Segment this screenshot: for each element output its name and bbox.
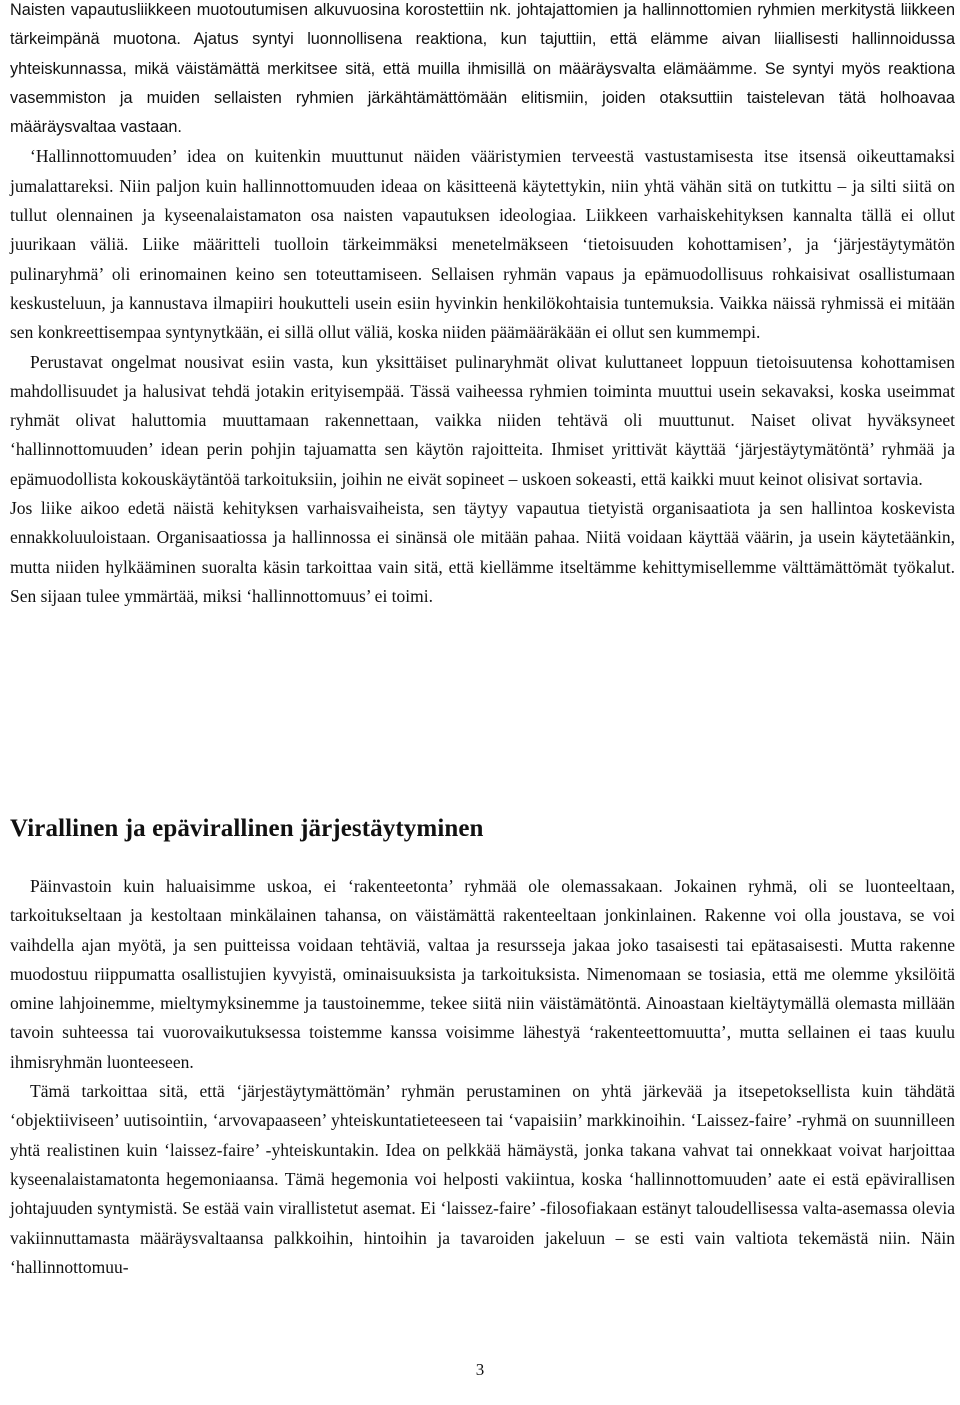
paragraph-3: Perustavat ongelmat nousivat esiin vasta, kun yksittäiset pulinaryhmät olivat kuluttaneet loppuun tietoisuutensa kohottamisen mahdollisuudet ja halusivat tehdä jotakin erityisempää. Tässä vaiheessa ryhmien toiminta muuttui usein sekavaksi, koska useimmat ryhmät olivat haluttomia muuttamaan rakennettaan, vaikka niiden tehtävä oli muuttunut. Naiset olivat hyväksyneet ‘hallinnottomuuden’ idean perin pohjin tajuamatta sen käytön rajoitteita. Ihmiset yrittivät käyttää ‘järjestäytymätöntä’ ryhmää ja epämuodollista kokouskäytäntöä tarkoituksiin, joihin ne eivät sopineet – uskoen sokeasti, että kaikki muut keinot olisivat sortavia. [10, 351, 955, 489]
paragraph-4: Jos liike aikoo edetä näistä kehityksen varhaisvaiheista, sen täytyy vapautua tietyistä organisaatiota ja sen hallintoa koskevista ennakkoluuloistaan. Organisaatiossa ja hallinnossa ei sinänsä ole mitään pahaa. Niitä voidaan käyttää väärin, ja usein käytetäänkin, mutta niiden hylkääminen suoralta käsin tarkoittaa vain sitä, että kiellämme itseltämme kehittymisellemme välttämättömät työkalut. Sen sijaan tulee ymmärtää, miksi ‘hallinnottomuus’ ei toimi. [10, 498, 955, 606]
page-number: 3 [475, 1360, 485, 1379]
paragraph-1: Naisten vapautusliikkeen muotoutumisen alkuvuosina korostettiin nk. johtajattomien ja hallinnottomien ryhmien merkitystä liikkeen tärkeimpänä muotona. Ajatus syntyi luonnollisena reaktiona, kun tajuttiin, että elämme aivan liiallisesti hallinnoidussa yhteiskunnassa, mikä väistämättä merkitsee sitä, että muilla ihmisillä on määräysvalta elämäämme. Se syntyi myös reaktiona vasemmiston ja muiden sellaisten ryhmien järkähtämättömään elitismiin, joiden otaksuttiin taistelevan tätä holhoavaa määräysvaltaa vastaan. [10, 1, 955, 137]
section-paragraph-2: Tämä tarkoittaa sitä, että ‘järjestäytymättömän’ ryhmän perustaminen on yhtä järkevää ja itsepetoksellista kuin tähdätä ‘objektiiviseen’ uutisointiin, ‘arvovapaaseen’ yhteiskuntatieteeseen tai ‘vapaisiin’ markkinoihin. ‘Laissez-faire’ -ryhmä on suunnilleen yhtä realistinen kuin ‘laissez-faire’ -yhteiskuntakin. Idea on pelkkää hämäystä, jonka takana vahvat tai onnekkaat voivat harjoittaa kyseenalaistamatonta hegemoniaansa. Tämä hegemonia voi helposti vakiintua, koska ‘hallinnottomuuden’ aate ei estä epävirallisen johtajuuden syntymistä. Se estää vain virallistetut asemat. Ei ‘laissez-faire’ -filosofiakaan estänyt taloudellisessa valta-asemassa olevia vakiinnuttamasta määräysvaltaansa palkkoihin, hintoihin ja tavaroiden jakeluun – se esti vain valtiota tekemästä niin. Näin ‘hallinnottomuu- [10, 1081, 955, 1277]
body-text-section [10, 872, 955, 1282]
section-paragraph-1: Päinvastoin kuin haluaisimme uskoa, ei ‘rakenteetonta’ ryhmää ole olemassakaan. Jokainen ryhmä, oli se luonteeltaan, tarkoitukseltaan ja kestoltaan minkälainen tahansa, on väistämättä rakenteeltaan jonkinlainen. Rakenne voi olla joustava, se voi vaihdella ajan myötä, ja sen puitteissa voidaan tehtäviä, valtaa ja resursseja jakaa joko tasaisesti tai epätasaisesti. Mutta rakenne muodostuu riippumatta osallistujien kyvyistä, ominaisuuksista ja tarkoituksista. Nimenomaan se tosiasia, että me olemme yksilöitä omine lahjoinemme, mieltymyksinemme ja taustoinemme, tekee siitä niin väistämätöntä. Ainoastaan kieltäytymällä olemasta millään tavoin suhteessa tai vuorovaikutuksessa toistemme kanssa voisimme lähestyä ‘rakenteettomuutta’, mutta sellainen ei taas kuulu ihmisryhmän luonteeseen. [10, 876, 955, 1072]
section-heading: Virallinen ja epävirallinen järjestäytyminen [10, 815, 484, 842]
paragraph-2: ‘Hallinnottomuuden’ idea on kuitenkin muuttunut näiden vääristymien terveestä vastustamisesta itse itsensä oikeuttamaksi jumalattareksi. Niin paljon kuin hallinnottomuuden ideaa on käsitteenä käytettykin, niin yhtä vähän sitä on tutkittu – ja silti siitä on tullut olennainen ja kyseenalaistamaton osa naisten vapautuksen ideologiaa. Liikkeen varhaiskehityksen kannalta tällä ei ollut juurikaan väliä. Liike määritteli tuolloin tärkeimmäksi menetelmäkseen ‘tietoisuuden kohottamisen’, ja ‘järjestäytymätön pulinaryhmä’ oli erinomainen keino sen toteuttamiseen. Sellaisen ryhmän vapaus ja epämuodollisuus rohkaisivat osallistumaan keskusteluun, ja kannustava ilmapiiri houkutteli usein esiin hyvinkin henkilökohtaisia tuntemuksia. Vaikka näissä ryhmissä ei mitään sen konkreettisempaa syntynytkään, ei sillä ollut väliä, koska niiden päämääräkään ei ollut sen kummempi. [10, 146, 955, 343]
body-text-top [10, 0, 955, 611]
